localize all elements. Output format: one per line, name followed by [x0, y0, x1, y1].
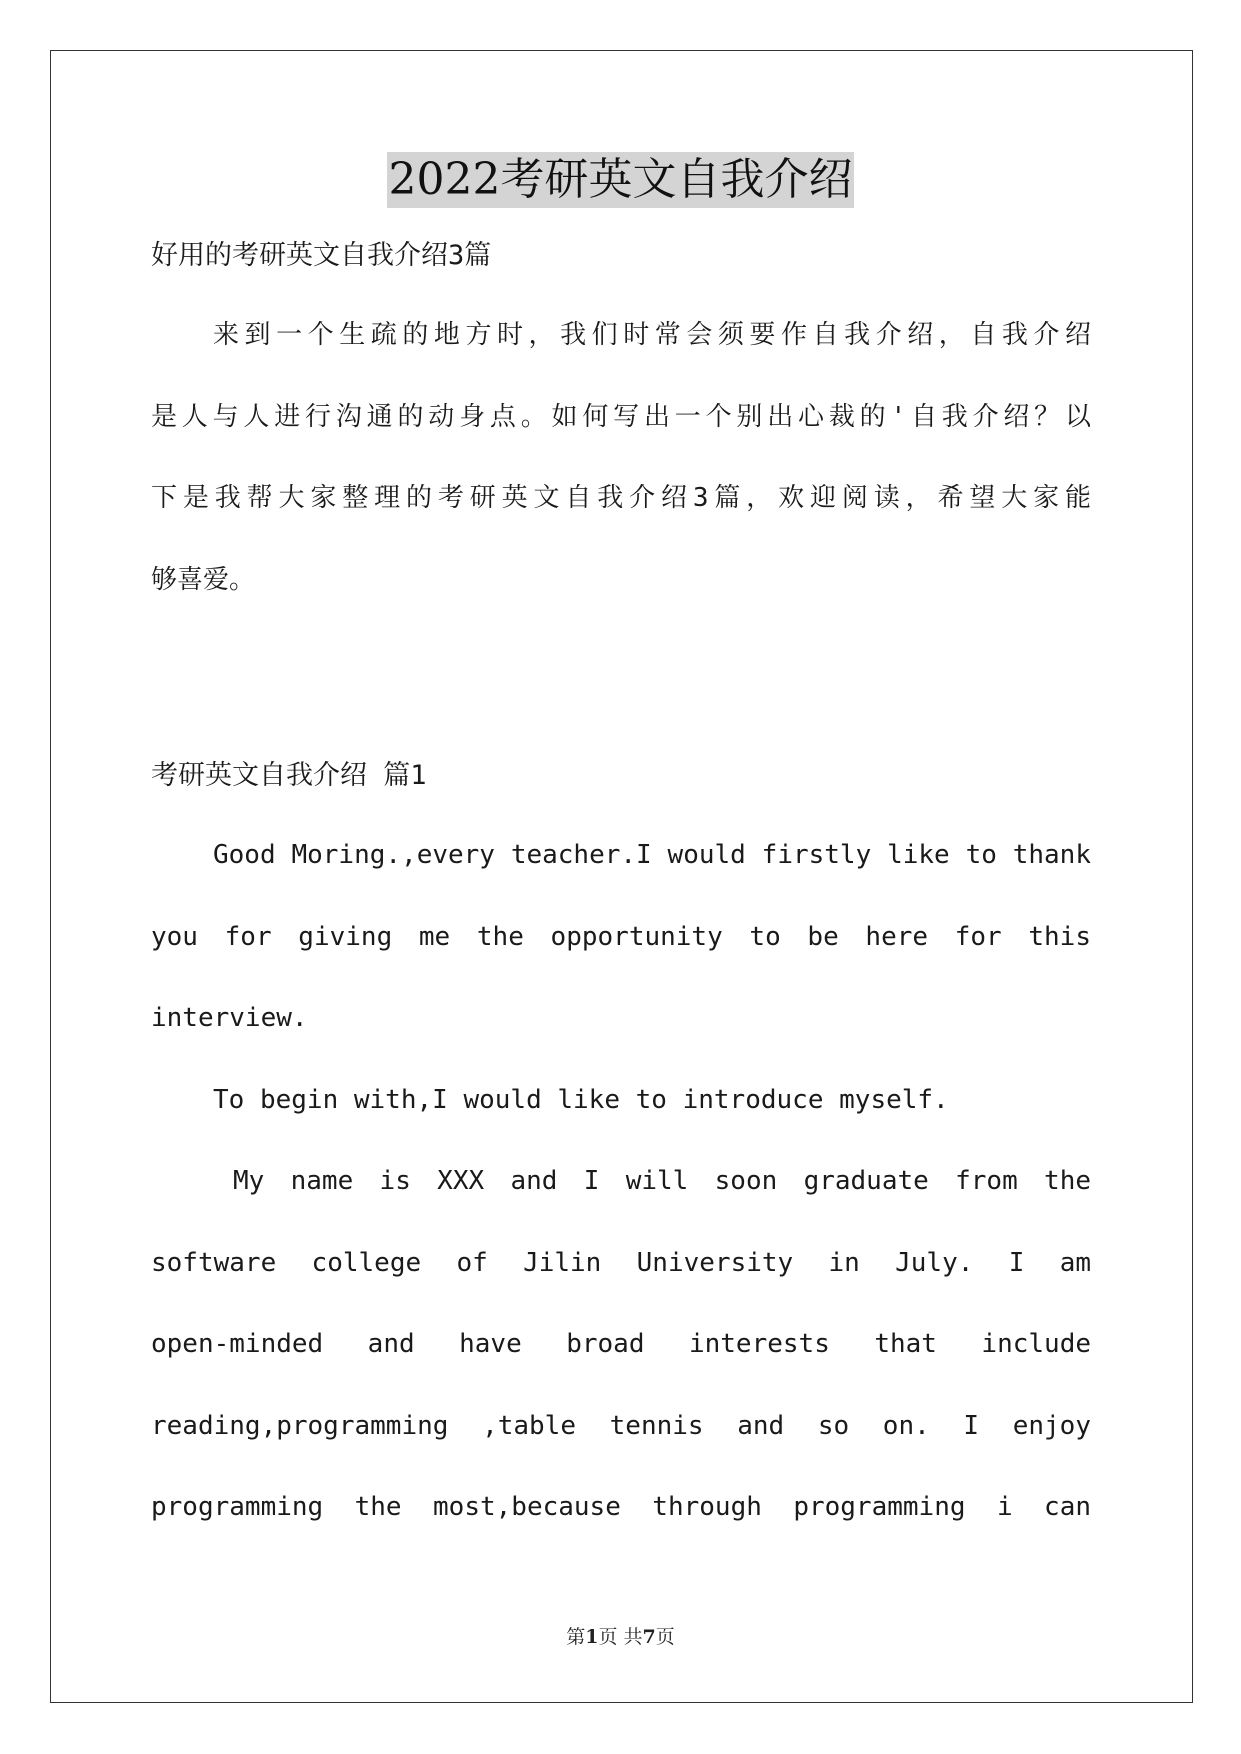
footer-page-mid: 页 共	[598, 1626, 643, 1648]
section-heading: 考研英文自我介绍 篇1	[151, 760, 427, 791]
body-line: My name is XXX and I will soon graduate from the	[233, 1166, 1091, 1196]
document-subtitle: 好用的考研英文自我介绍3篇	[151, 240, 492, 271]
footer-page-suffix: 页	[655, 1626, 675, 1648]
document-title: 2022考研英文自我介绍	[387, 152, 855, 208]
footer-page-prefix: 第	[566, 1626, 586, 1648]
intro-paragraph	[151, 295, 1091, 621]
body-line: To begin with,I would like to introduce myself.	[213, 1084, 949, 1115]
intro-line: 下是我帮大家整理的考研英文自我介绍3篇，欢迎阅读，希望大家能	[151, 483, 1091, 513]
intro-line: 够喜爱。	[151, 564, 256, 595]
body-line: reading,programming ,table tennis and so on. I enjoy	[151, 1410, 1091, 1441]
intro-line: 是人与人进行沟通的动身点。如何写出一个别出心裁的'自我介绍？以	[151, 401, 1091, 432]
footer-page-total: 7	[642, 1626, 656, 1648]
section1-body	[151, 815, 1091, 1549]
body-line: you for giving me the opportunity to be here for this	[151, 921, 1091, 952]
body-line: Good Moring.,every teacher.I would firstly like to thank	[213, 840, 1091, 870]
page-footer	[0, 1622, 1241, 1649]
body-line: software college of Jilin University in July. I am	[151, 1247, 1091, 1278]
intro-line: 来到一个生疏的地方时，我们时常会须要作自我介绍，自我介绍	[213, 320, 1091, 350]
body-line: open-minded and have broad interests that include	[151, 1329, 1091, 1359]
footer-page-current: 1	[585, 1626, 599, 1648]
title-wrap	[0, 152, 1241, 208]
body-line: programming the most,because through programming i can	[151, 1492, 1091, 1522]
body-line: interview.	[151, 1003, 308, 1033]
